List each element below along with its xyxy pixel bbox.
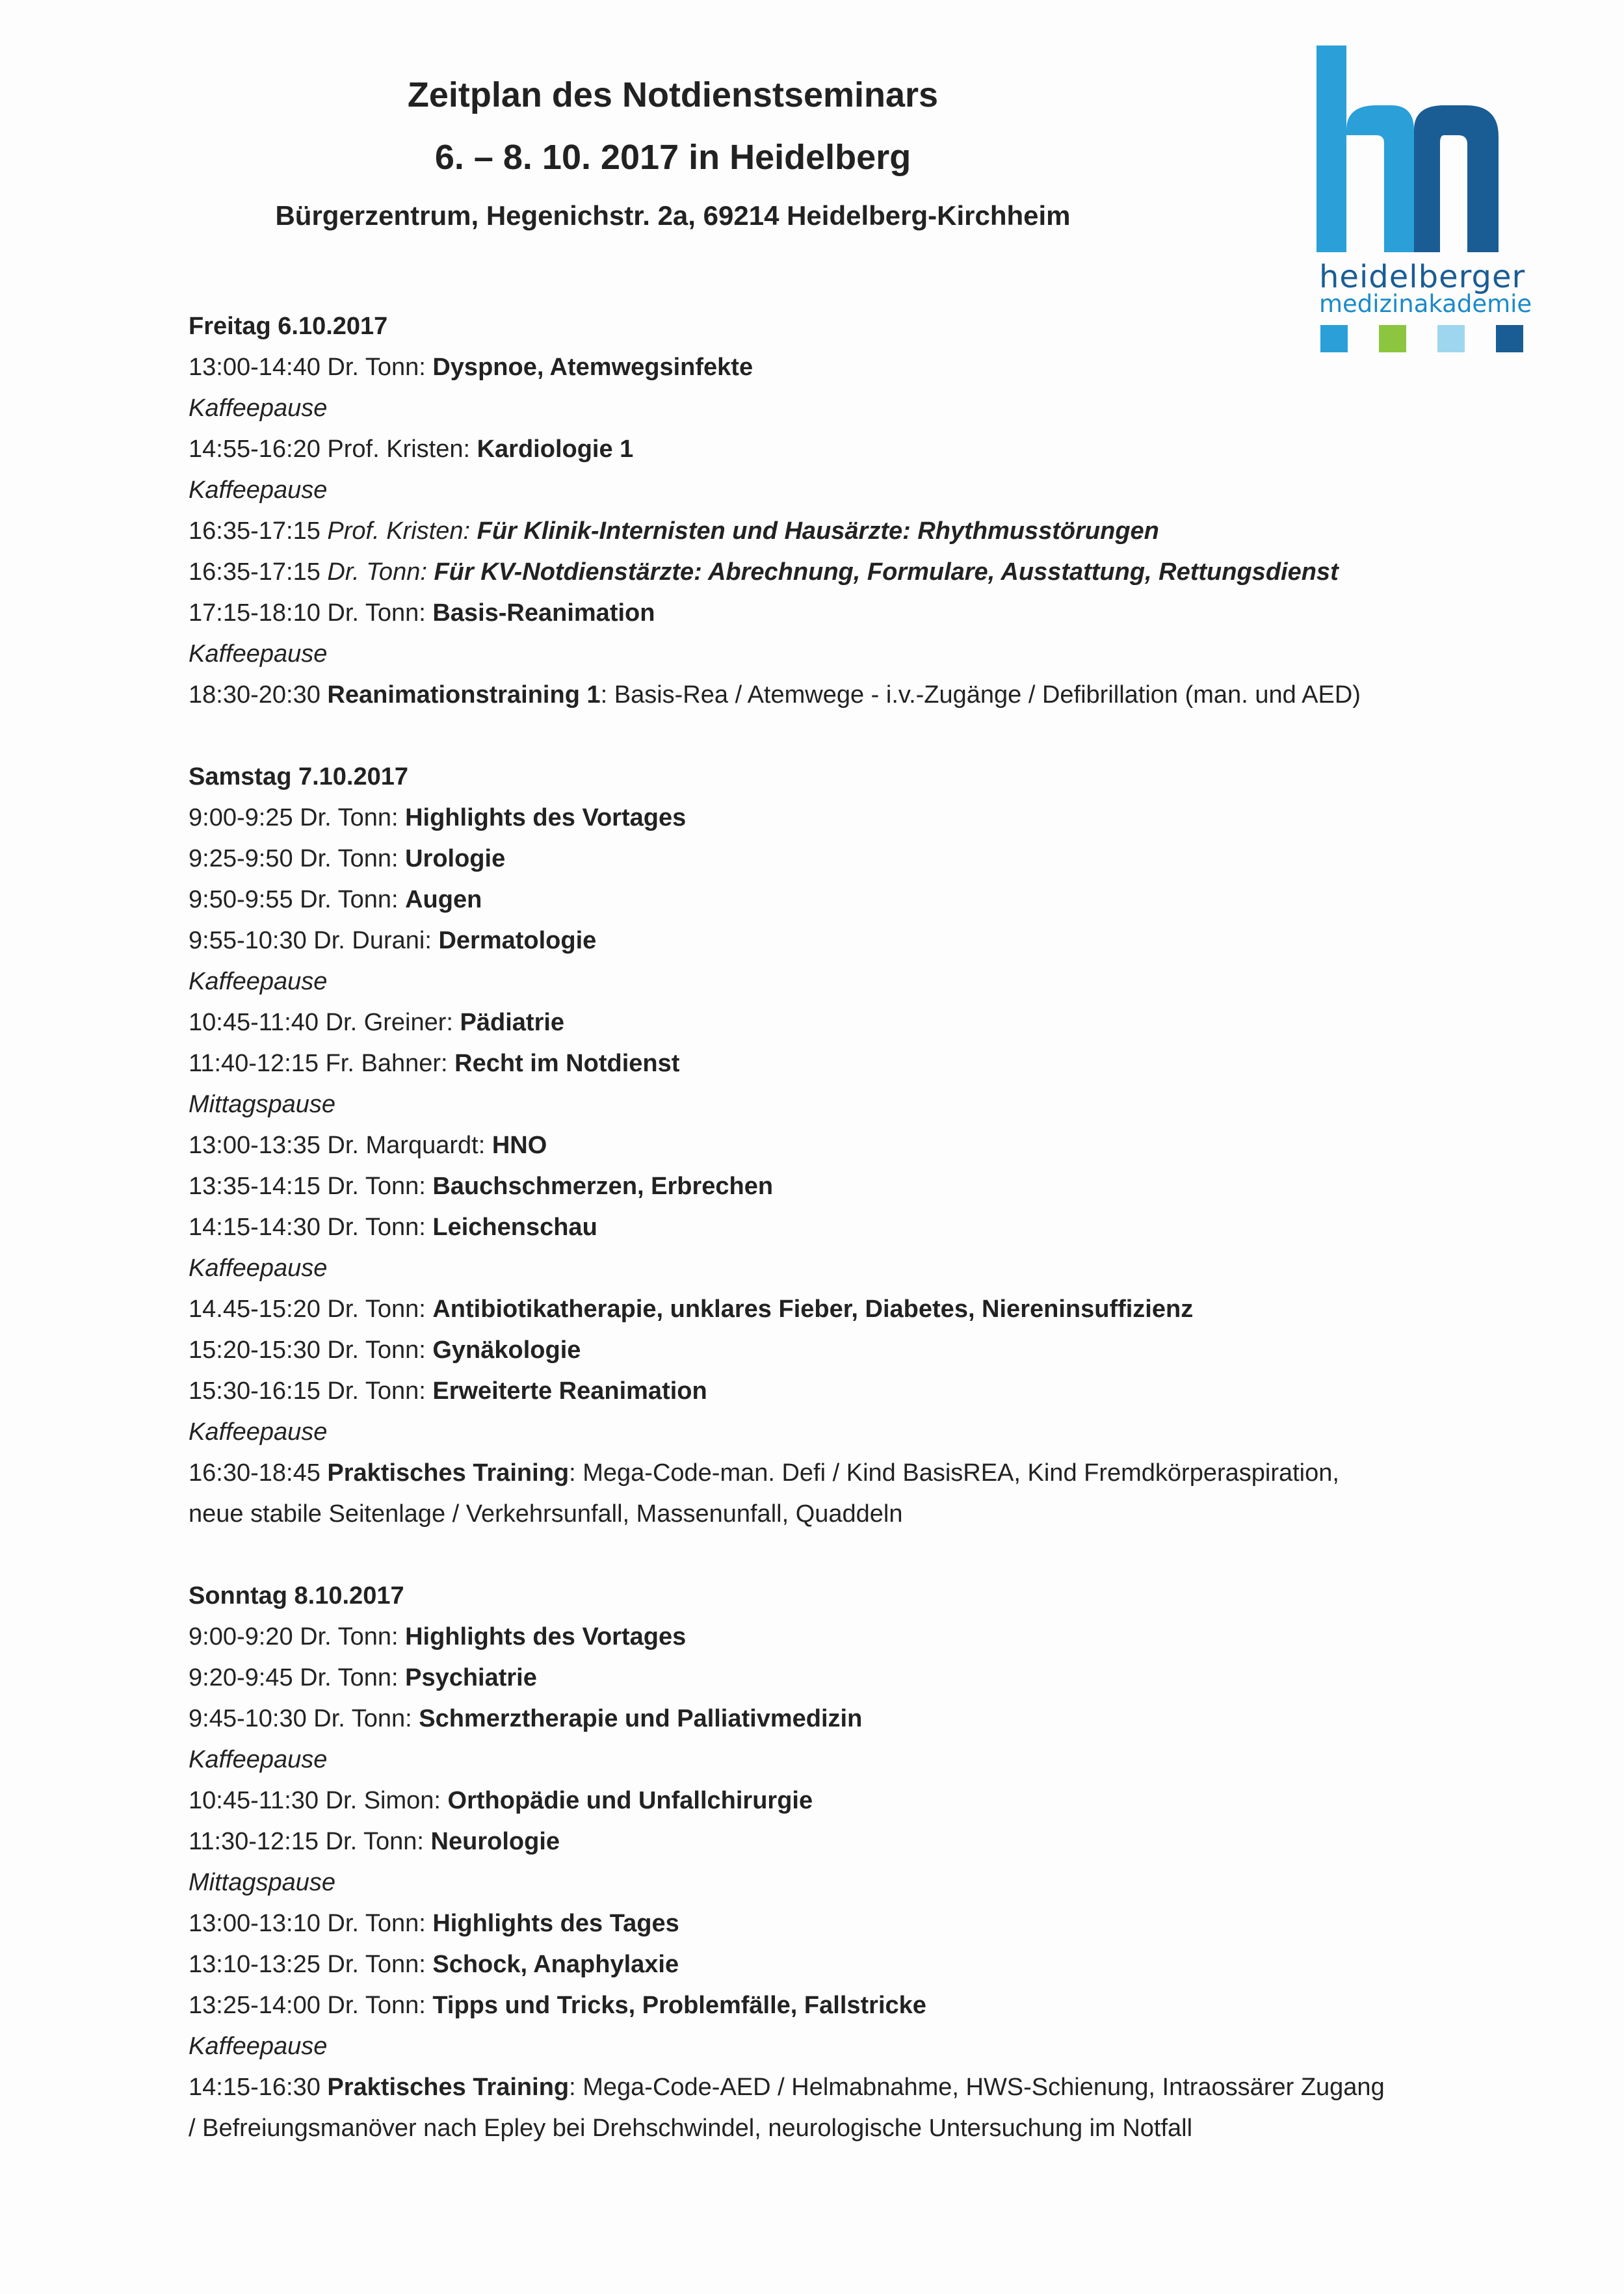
page-title: Zeitplan des Notdienstseminars [407,75,939,114]
session-topic: Reanimationstraining 1 [327,681,601,709]
session-speaker: Dr. Tonn: [300,804,399,831]
pause-label: Mittagspause [189,1091,336,1118]
session-topic: HNO [491,1132,547,1159]
session-speaker: Dr. Marquardt: [327,1132,486,1159]
session-topic: Pädiatrie [460,1009,565,1036]
day-section [189,1575,1541,2149]
session-topic: Neurologie [430,1828,560,1855]
session-details: : Mega-Code-man. Defi / Kind BasisREA, Kind Fremdkörperaspiration, [569,1459,1339,1487]
session-speaker: Dr. Tonn: [300,1623,399,1650]
hm-logo-icon [1316,46,1525,260]
session-time: 9:00-9:20 [189,1623,293,1650]
session-topic: Schock, Anaphylaxie [432,1951,679,1978]
session-speaker: Dr. Tonn: [300,1664,399,1691]
date-place: 6. – 8. 10. 2017 in Heidelberg [434,138,911,177]
session-topic: Gynäkologie [432,1336,581,1364]
session-speaker: Dr. Tonn: [327,1951,426,1978]
session-topic: Basis-Reanimation [432,599,655,627]
session-speaker: Dr. Tonn: [300,886,399,913]
logo-name: heidelberger [1319,259,1526,295]
session-time: 9:50-9:55 [189,886,293,913]
session-time: 14:15-16:30 [189,2074,321,2101]
session-time: 9:20-9:45 [189,1664,293,1691]
session-row [189,1453,1541,1494]
session-time: 11:30-12:15 [189,1828,319,1855]
session-row [189,1699,1541,1740]
session-topic: Urologie [405,845,506,872]
session-speaker: Dr. Tonn: [327,558,427,586]
session-row [189,675,1541,716]
session-time: 10:45-11:40 [189,1009,319,1036]
session-time: 9:25-9:50 [189,845,293,872]
session-topic: Augen [405,886,482,913]
session-row [189,1330,1541,1371]
session-time: 17:15-18:10 [189,599,321,627]
session-topic: Orthopädie und Unfallchirurgie [447,1787,813,1814]
session-speaker: Dr. Tonn: [327,1910,426,1937]
session-details: : Basis-Rea / Atemwege - i.v.-Zugänge / Defibrillation (man. und AED) [600,681,1361,709]
day-title: Freitag 6.10.2017 [189,313,388,340]
session-time: 13:00-13:35 [189,1132,321,1159]
session-topic: Recht im Notdienst [454,1050,680,1077]
session-row [189,347,1541,388]
session-topic: Psychiatrie [405,1664,537,1691]
pause-row [189,1084,1541,1125]
session-details: neue stabile Seitenlage / Verkehrsunfall, Massenunfall, Quaddeln [189,1500,903,1528]
session-time: 16:30-18:45 [189,1459,321,1487]
session-time: 13:25-14:00 [189,1992,321,2019]
header [0,72,1346,234]
session-topic: Für Klinik-Internisten und Hausärzte: Rhythmusstörungen [477,517,1159,545]
session-topic: Leichenschau [432,1214,597,1241]
session-speaker: Dr. Durani: [313,927,432,954]
session-speaker: Dr. Simon: [325,1787,441,1814]
session-row [189,1043,1541,1084]
session-time: 9:00-9:25 [189,804,293,831]
session-time: 10:45-11:30 [189,1787,319,1814]
session-row [189,1166,1541,1207]
pause-row [189,470,1541,511]
pause-label: Kaffeepause [189,968,328,995]
session-topic: Praktisches Training [327,1459,570,1487]
session-topic: Highlights des Tages [432,1910,679,1937]
session-row [189,798,1541,839]
session-row [189,1780,1541,1821]
session-row [189,1617,1541,1658]
session-row [189,1903,1541,1944]
session-row [189,593,1541,634]
session-topic: Antibiotikatherapie, unklares Fieber, Diabetes, Niereninsuffizienz [432,1296,1194,1323]
session-row [189,920,1541,961]
day-section [189,756,1541,1535]
day-section [189,306,1541,716]
session-row [189,1207,1541,1248]
session-row [189,1985,1541,2026]
session-details: / Befreiungsmanöver nach Epley bei Drehschwindel, neurologische Untersuchung im Notfall [189,2115,1193,2142]
session-speaker: Dr. Tonn: [300,845,399,872]
pause-row [189,388,1541,429]
pause-label: Kaffeepause [189,2033,328,2060]
session-row [189,839,1541,880]
pause-row [189,1248,1541,1289]
session-row [189,1944,1541,1985]
day-title: Samstag 7.10.2017 [189,763,409,790]
pause-label: Kaffeepause [189,1418,328,1446]
session-topic: Erweiterte Reanimation [432,1377,707,1405]
session-topic: Tipps und Tricks, Problemfälle, Fallstricke [432,1992,926,2019]
session-row [189,429,1541,470]
session-time: 15:30-16:15 [189,1377,321,1405]
session-row [189,1289,1541,1330]
session-time: 13:00-14:40 [189,354,321,381]
session-row [189,552,1541,593]
session-speaker: Prof. Kristen: [327,436,471,463]
pause-label: Kaffeepause [189,1255,328,1282]
session-time: 9:55-10:30 [189,927,307,954]
session-row [189,1821,1541,1862]
session-row [189,1658,1541,1699]
pause-row [189,1740,1541,1780]
session-speaker: Fr. Bahner: [325,1050,448,1077]
session-topic: Dyspnoe, Atemwegsinfekte [432,354,753,381]
session-time: 9:45-10:30 [189,1705,307,1732]
session-topic: Highlights des Vortages [405,1623,687,1650]
session-time: 18:30-20:30 [189,681,321,709]
session-row [189,1371,1541,1412]
session-speaker: Dr. Tonn: [327,1377,426,1405]
session-time: 16:35-17:15 [189,517,321,545]
session-speaker: Dr. Tonn: [327,1214,426,1241]
session-topic: Praktisches Training [327,2074,570,2101]
session-topic: Bauchschmerzen, Erbrechen [432,1173,774,1200]
session-topic: Kardiologie 1 [477,436,634,463]
day-title: Sonntag 8.10.2017 [189,1582,404,1610]
venue: Bürgerzentrum, Hegenichstr. 2a, 69214 Heidelberg-Kirchheim [275,200,1071,231]
session-speaker: Dr. Tonn: [327,354,426,381]
session-topic: Für KV-Notdienstärzte: Abrechnung, Formulare, Ausstattung, Rettungsdienst [434,558,1339,586]
session-details: : Mega-Code-AED / Helmabnahme, HWS-Schienung, Intraossärer Zugang [569,2074,1385,2101]
session-topic: Schmerztherapie und Palliativmedizin [419,1705,863,1732]
session-time: 14.45-15:20 [189,1296,321,1323]
pause-label: Kaffeepause [189,395,328,422]
session-speaker: Dr. Tonn: [327,1336,426,1364]
session-row [189,1125,1541,1166]
session-row [189,880,1541,920]
session-speaker: Dr. Tonn: [327,599,426,627]
pause-label: Kaffeepause [189,1746,328,1773]
pause-row [189,634,1541,675]
pause-label: Kaffeepause [189,640,328,668]
session-speaker: Dr. Tonn: [327,1173,426,1200]
session-time: 16:35-17:15 [189,558,321,586]
logo-subtitle: medizinakademie [1319,290,1532,318]
session-row [189,2067,1541,2108]
session-details-continued [189,2108,1541,2149]
session-speaker: Dr. Greiner: [325,1009,453,1036]
session-speaker: Prof. Kristen: [327,517,471,545]
schedule [189,306,1541,2189]
session-topic: Dermatologie [438,927,597,954]
session-time: 14:55-16:20 [189,436,321,463]
session-row [189,511,1541,552]
session-speaker: Dr. Tonn: [313,1705,412,1732]
session-speaker: Dr. Tonn: [327,1992,426,2019]
session-time: 13:35-14:15 [189,1173,321,1200]
pause-row [189,961,1541,1002]
pause-label: Mittagspause [189,1869,336,1896]
pause-row [189,1862,1541,1903]
session-speaker: Dr. Tonn: [325,1828,424,1855]
session-time: 13:10-13:25 [189,1951,321,1978]
session-time: 14:15-14:30 [189,1214,321,1241]
session-time: 15:20-15:30 [189,1336,321,1364]
session-details-continued [189,1494,1541,1535]
session-row [189,1002,1541,1043]
pause-row [189,1412,1541,1453]
session-speaker: Dr. Tonn: [327,1296,426,1323]
pause-label: Kaffeepause [189,476,328,504]
session-time: 11:40-12:15 [189,1050,319,1077]
session-time: 13:00-13:10 [189,1910,321,1937]
pause-row [189,2026,1541,2067]
session-topic: Highlights des Vortages [405,804,687,831]
